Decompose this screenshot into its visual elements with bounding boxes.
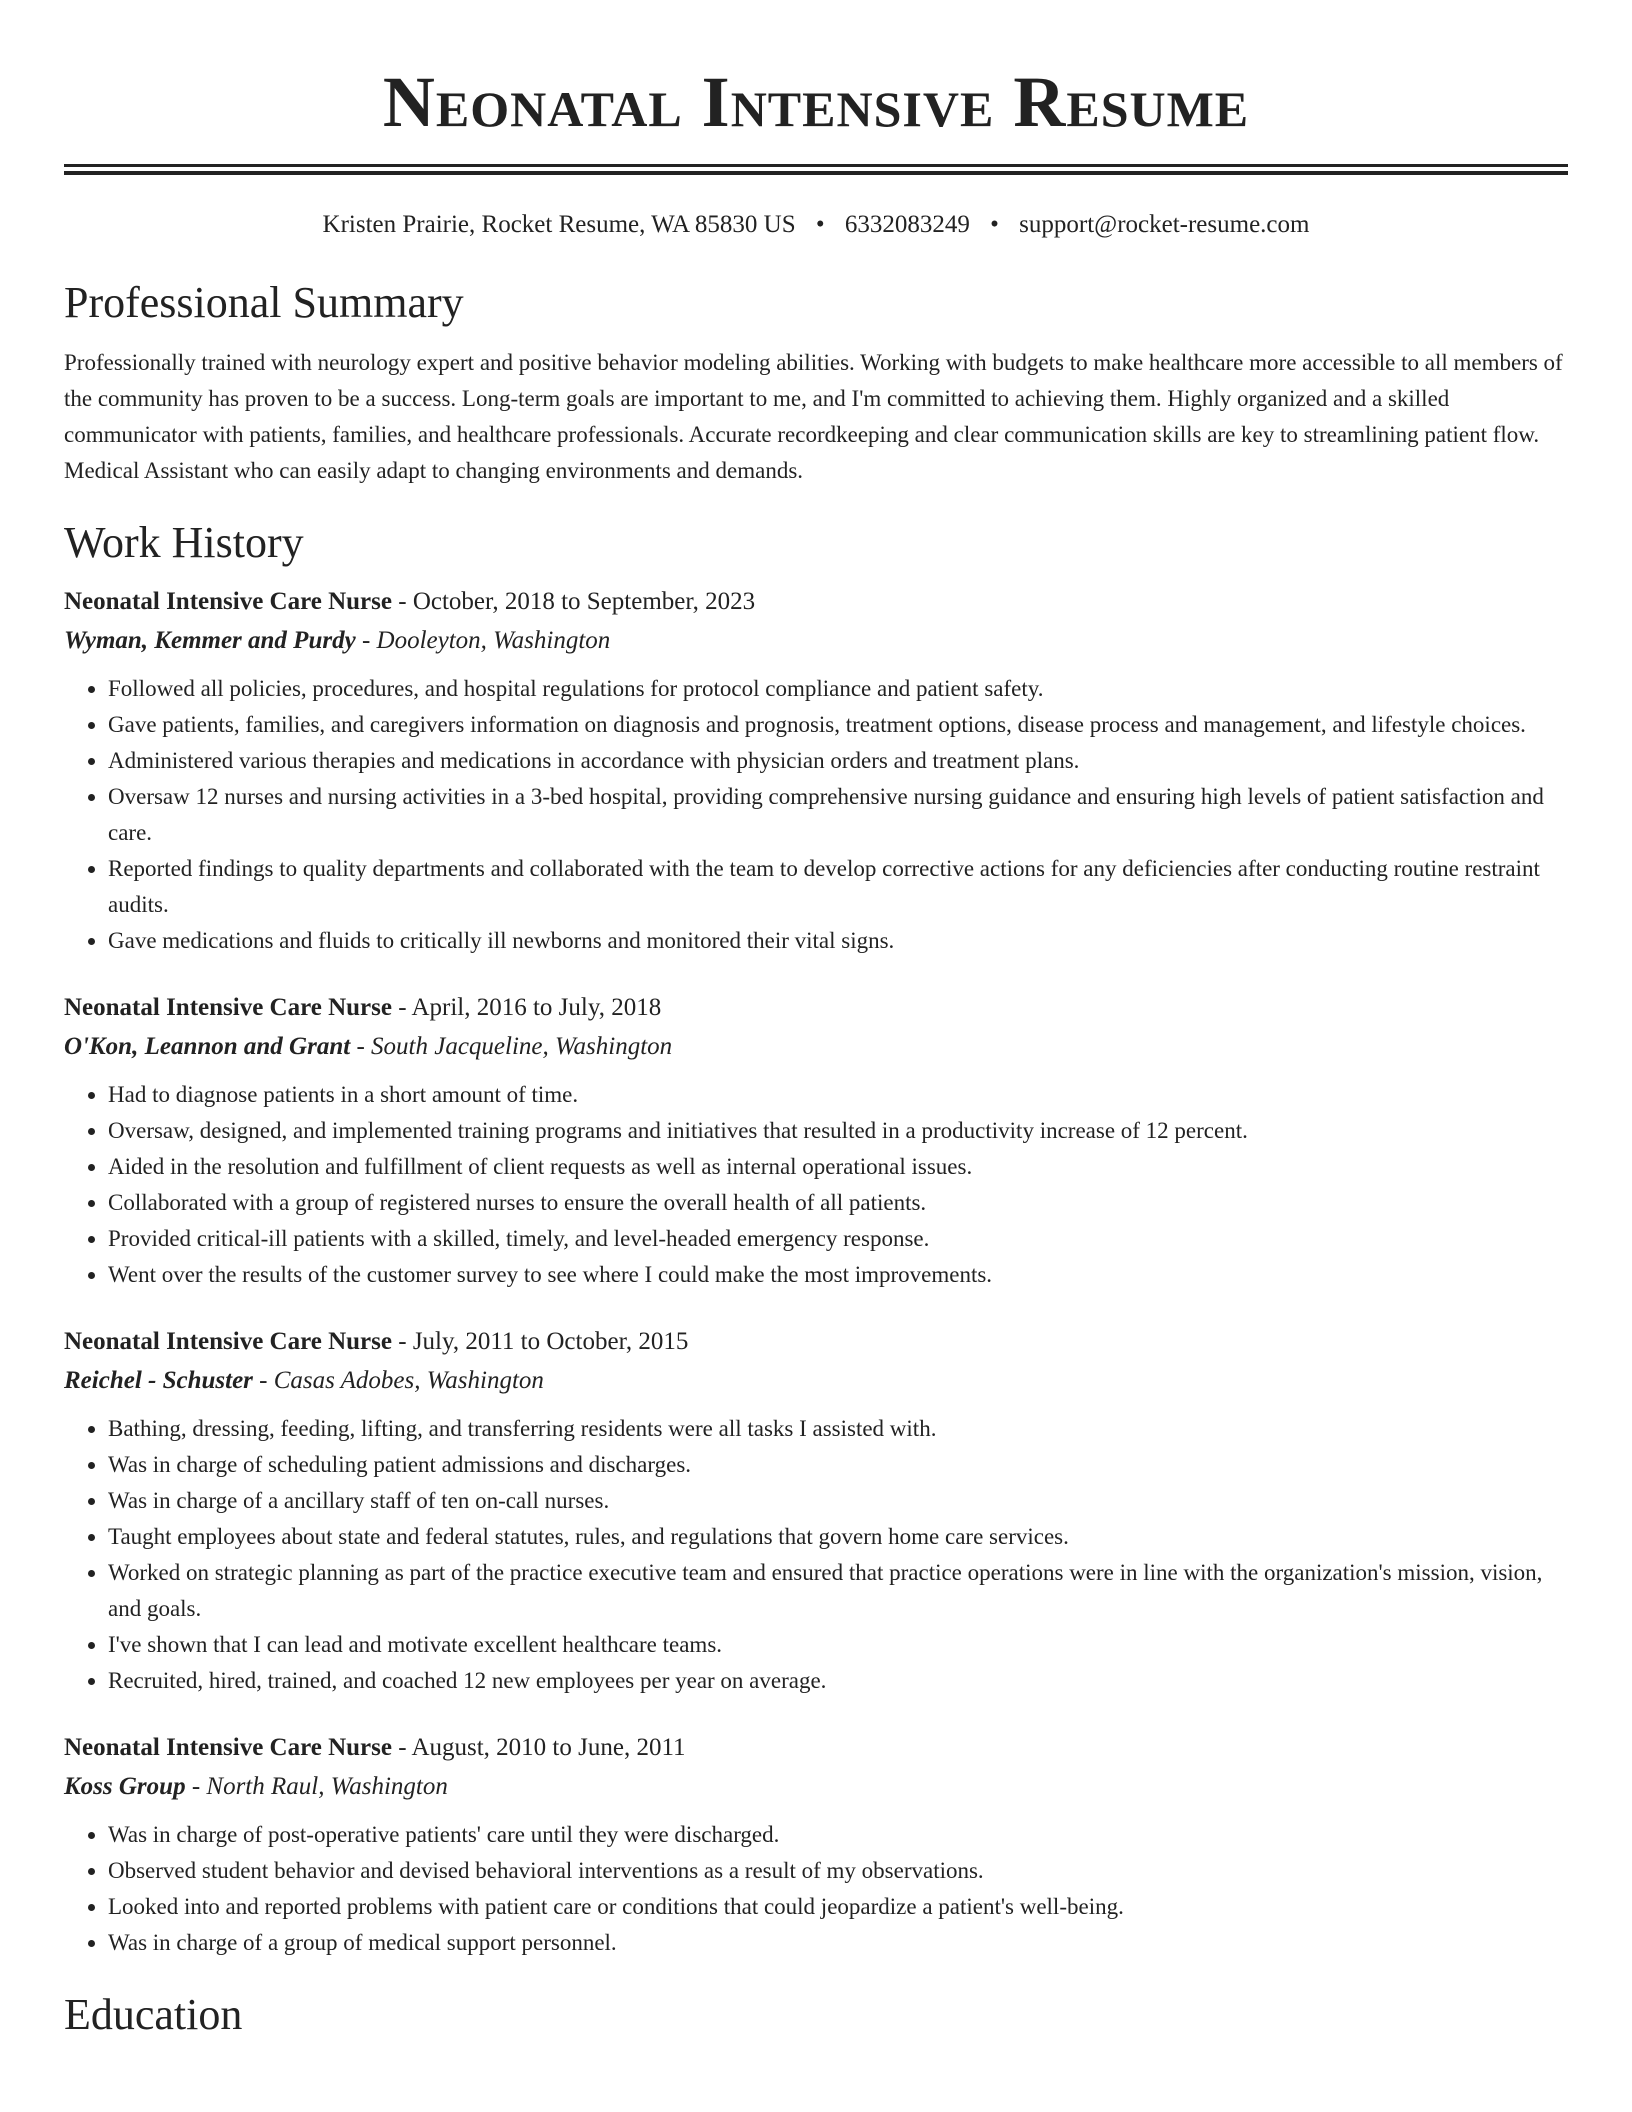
job-title-line: Neonatal Intensive Care Nurse - July, 2011 to October, 2015 xyxy=(64,1328,689,1355)
job-location: Dooleyton, Washington xyxy=(376,627,611,654)
job-entry xyxy=(64,583,1568,959)
contact-line xyxy=(64,209,1568,241)
job-location: North Raul, Washington xyxy=(206,1773,448,1800)
list-item: • I've shown that I can lead and motivate excellent healthcare teams. xyxy=(108,1627,1568,1663)
job-company-line: O'Kon, Leannon and Grant - South Jacqueline, Washington xyxy=(64,1033,673,1060)
work-history-heading: Work History xyxy=(64,518,304,567)
job-company-line: Koss Group - North Raul, Washington xyxy=(64,1773,448,1800)
job-dates: August, 2010 to June, 2011 xyxy=(411,1734,686,1761)
education-heading: Education xyxy=(64,1990,243,2039)
list-item: • Was in charge of a group of medical support personnel. xyxy=(108,1925,1568,1961)
job-location: Casas Adobes, Washington xyxy=(273,1367,544,1394)
job-entry xyxy=(64,1323,1568,1699)
list-item: • Oversaw, designed, and implemented training programs and initiatives that resulted in a productivity increase of 12 percent. xyxy=(108,1113,1568,1149)
contact-separator: • xyxy=(990,211,999,238)
job-company: Reichel - Schuster xyxy=(64,1367,253,1394)
job-company: Koss Group xyxy=(64,1773,186,1800)
list-item: • Followed all policies, procedures, and hospital regulations for protocol compliance and patient safety. xyxy=(108,671,1568,707)
contact-address: Kristen Prairie, Rocket Resume, WA 85830 US xyxy=(322,211,796,238)
resume-title: Neonatal Intensive Resume xyxy=(382,62,1250,142)
list-item: • Reported findings to quality departments and collaborated with the team to develop corrective actions for any deficiencies after conducting routine restraint audits. xyxy=(108,851,1568,923)
job-role: Neonatal Intensive Care Nurse xyxy=(64,994,392,1021)
job-entry xyxy=(64,989,1568,1293)
list-item: • Went over the results of the customer survey to see where I could make the most improvements. xyxy=(108,1257,1568,1293)
list-item: • Administered various therapies and medications in accordance with physician orders and treatment plans. xyxy=(108,743,1568,779)
job-title-line: Neonatal Intensive Care Nurse - October, 2018 to September, 2023 xyxy=(64,588,756,615)
list-item: • Provided critical-ill patients with a skilled, timely, and level-headed emergency response. xyxy=(108,1221,1568,1257)
contact-separator: • xyxy=(815,211,825,238)
list-item: • Was in charge of scheduling patient admissions and discharges. xyxy=(108,1447,1568,1483)
list-item: • Observed student behavior and devised behavioral interventions as a result of my observations. xyxy=(108,1853,1568,1889)
contact-phone: 6332083249 xyxy=(844,211,970,238)
list-item: • Taught employees about state and federal statutes, rules, and regulations that govern home care services. xyxy=(108,1519,1568,1555)
list-item: • Gave medications and fluids to critically ill newborns and monitored their vital signs. xyxy=(108,923,1568,959)
job-company: Wyman, Kemmer and Purdy xyxy=(64,627,356,654)
job-company-line: Reichel - Schuster - Casas Adobes, Washington xyxy=(64,1367,544,1394)
job-dates: April, 2016 to July, 2018 xyxy=(411,994,662,1021)
list-item: • Recruited, hired, trained, and coached 12 new employees per year on average. xyxy=(108,1663,1568,1699)
job-location: South Jacqueline, Washington xyxy=(371,1033,673,1060)
job-company-line: Wyman, Kemmer and Purdy - Dooleyton, Washington xyxy=(64,627,611,654)
job-title-line: Neonatal Intensive Care Nurse - August, 2010 to June, 2011 xyxy=(64,1734,686,1761)
list-item: • Gave patients, families, and caregivers information on diagnosis and prognosis, treatment options, disease process and management, and lifestyle choices. xyxy=(108,707,1568,743)
job-duties-list xyxy=(64,1817,1568,1961)
list-item: • Oversaw 12 nurses and nursing activities in a 3-bed hospital, providing comprehensive nursing guidance and ensuring high levels of patient satisfaction and care. xyxy=(108,779,1568,851)
job-duties-list xyxy=(64,1411,1568,1699)
job-role: Neonatal Intensive Care Nurse xyxy=(64,1328,392,1355)
title-divider xyxy=(64,164,1568,175)
list-item: • Worked on strategic planning as part of the practice executive team and ensured that practice operations were in line with the organization's mission, vision, and goals. xyxy=(108,1555,1568,1627)
list-item: • Bathing, dressing, feeding, lifting, and transferring residents were all tasks I assisted with. xyxy=(108,1411,1568,1447)
summary-text: Professionally trained with neurology expert and positive behavior modeling abilities. Working with budgets to make healthcare more accessible to all members of the community has proven to be a success. Long-term goals are important to me, and I'm committed to achieving them. Highly organized and a skilled communicator with patients, families, and healthcare professionals. Accurate recordkeeping and clear communication skills are key to streamlining patient flow. Medical Assistant who can easily adapt to changing environments and demands. xyxy=(64,350,1563,483)
job-duties-list xyxy=(64,671,1568,959)
list-item: • Collaborated with a group of registered nurses to ensure the overall health of all patients. xyxy=(108,1185,1568,1221)
job-title-line: Neonatal Intensive Care Nurse - April, 2016 to July, 2018 xyxy=(64,994,662,1021)
list-item: • Was in charge of post-operative patients' care until they were discharged. xyxy=(108,1817,1568,1853)
job-company: O'Kon, Leannon and Grant xyxy=(64,1033,351,1060)
job-duties-list xyxy=(64,1077,1568,1293)
job-role: Neonatal Intensive Care Nurse xyxy=(64,1734,392,1761)
contact-email: support@rocket-resume.com xyxy=(1019,211,1310,238)
list-item: • Looked into and reported problems with patient care or conditions that could jeopardize a patient's well-being. xyxy=(108,1889,1568,1925)
work-history-list xyxy=(64,583,1568,1961)
list-item: • Had to diagnose patients in a short amount of time. xyxy=(108,1077,1568,1113)
list-item: • Aided in the resolution and fulfillment of client requests as well as internal operational issues. xyxy=(108,1149,1568,1185)
job-entry xyxy=(64,1729,1568,1961)
job-dates: July, 2011 to October, 2015 xyxy=(412,1328,689,1355)
job-dates: October, 2018 to September, 2023 xyxy=(412,588,756,615)
summary-heading: Professional Summary xyxy=(64,278,464,327)
list-item: • Was in charge of a ancillary staff of ten on-call nurses. xyxy=(108,1483,1568,1519)
job-role: Neonatal Intensive Care Nurse xyxy=(64,588,392,615)
